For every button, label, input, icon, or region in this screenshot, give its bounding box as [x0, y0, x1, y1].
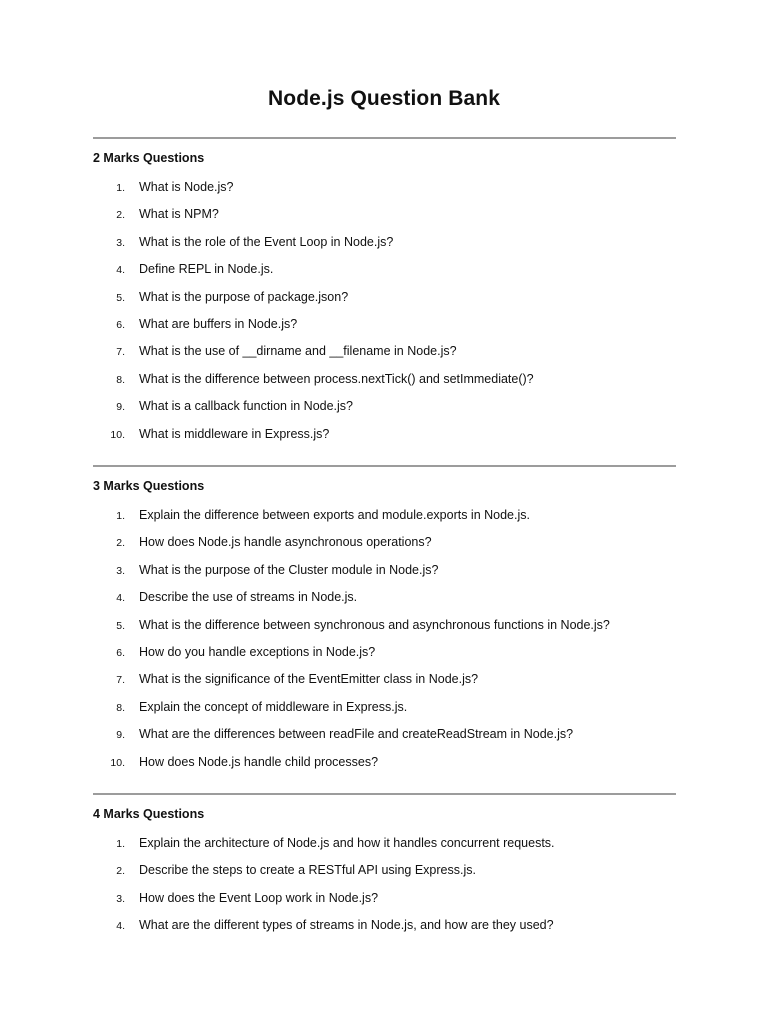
question-item: [93, 754, 676, 781]
question-list: [93, 179, 676, 453]
question-text: What is the purpose of the Cluster module in Node.js?: [139, 562, 439, 577]
question-item: [93, 644, 676, 671]
section-heading: 3 Marks Questions: [93, 479, 205, 493]
question-item: [93, 426, 676, 453]
question-number: 6.: [116, 318, 125, 331]
question-item: [93, 179, 676, 206]
question-number: 5.: [116, 291, 125, 304]
question-number: 3.: [116, 564, 125, 577]
section-divider: [93, 465, 676, 467]
question-number: 1.: [116, 182, 125, 194]
question-list: [93, 835, 676, 945]
question-text: What is a callback function in Node.js?: [139, 399, 353, 414]
question-text: What is the role of the Event Loop in Node.js?: [139, 234, 394, 249]
question-text: What is middleware in Express.js?: [139, 426, 330, 441]
question-list: [93, 507, 676, 781]
section-heading: 4 Marks Questions: [93, 807, 205, 821]
question-text: What are the differences between readFile and createReadStream in Node.js?: [139, 727, 574, 742]
question-text: How does Node.js handle child processes?: [139, 754, 379, 769]
question-text: What is the use of __dirname and __filename in Node.js?: [139, 344, 457, 359]
question-number: 7.: [116, 674, 125, 687]
question-text: Explain the architecture of Node.js and how it handles concurrent requests.: [139, 836, 555, 850]
question-item: [93, 371, 676, 398]
question-number: 10.: [110, 428, 125, 441]
question-number: 8.: [116, 373, 125, 386]
question-item: [93, 917, 676, 944]
question-number: 2.: [116, 537, 125, 550]
question-text: What is the purpose of package.json?: [139, 289, 349, 304]
question-text: What is the difference between synchronous and asynchronous functions in Node.js?: [139, 617, 610, 632]
question-number: 3.: [116, 236, 125, 249]
question-number: 7.: [116, 346, 125, 359]
question-item: [93, 890, 676, 917]
question-number: 9.: [116, 729, 125, 742]
question-item: [93, 289, 676, 316]
question-number: 4.: [116, 592, 125, 605]
question-text: What are the different types of streams in Node.js, and how are they used?: [139, 918, 554, 933]
question-number: 1.: [116, 510, 125, 522]
question-text: What is the difference between process.nextTick() and setImmediate()?: [139, 371, 534, 386]
question-number: 1.: [116, 838, 125, 850]
question-item: [93, 534, 676, 561]
question-item: [93, 206, 676, 233]
question-number: 8.: [116, 701, 125, 714]
question-text: How do you handle exceptions in Node.js?: [139, 644, 376, 659]
section-3-marks: [93, 465, 676, 769]
question-text: What are buffers in Node.js?: [139, 316, 298, 331]
question-text: What is the significance of the EventEmitter class in Node.js?: [139, 672, 479, 687]
question-text: How does the Event Loop work in Node.js?: [139, 890, 379, 905]
question-number: 2.: [116, 865, 125, 878]
question-item: [93, 835, 676, 862]
question-text: Describe the steps to create a RESTful API using Express.js.: [139, 863, 476, 878]
question-number: 5.: [116, 619, 125, 632]
question-item: [93, 234, 676, 261]
question-number: 6.: [116, 646, 125, 659]
section-divider: [93, 793, 676, 795]
question-text: Define REPL in Node.js.: [139, 262, 274, 277]
question-number: 4.: [116, 264, 125, 277]
question-text: What is Node.js?: [139, 180, 234, 194]
page-title: Node.js Question Bank: [268, 87, 500, 110]
question-number: 3.: [116, 892, 125, 905]
question-number: 4.: [116, 920, 125, 933]
question-item: [93, 261, 676, 288]
question-item: [93, 398, 676, 425]
question-item: [93, 699, 676, 726]
question-number: 2.: [116, 209, 125, 222]
section-2-marks: [93, 137, 676, 441]
question-item: [93, 507, 676, 534]
question-item: [93, 862, 676, 889]
question-item: [93, 671, 676, 698]
question-text: What is NPM?: [139, 207, 219, 222]
question-text: Explain the difference between exports and module.exports in Node.js.: [139, 508, 530, 522]
question-item: [93, 316, 676, 343]
question-text: Explain the concept of middleware in Express.js.: [139, 699, 408, 714]
question-number: 10.: [110, 756, 125, 769]
section-divider: [93, 137, 676, 139]
question-text: Describe the use of streams in Node.js.: [139, 590, 358, 605]
question-item: [93, 589, 676, 616]
question-item: [93, 343, 676, 370]
question-item: [93, 562, 676, 589]
question-item: [93, 617, 676, 644]
question-text: How does Node.js handle asynchronous operations?: [139, 535, 432, 550]
section-heading: 2 Marks Questions: [93, 151, 205, 165]
section-4-marks: [93, 793, 676, 933]
question-item: [93, 726, 676, 753]
question-number: 9.: [116, 401, 125, 414]
